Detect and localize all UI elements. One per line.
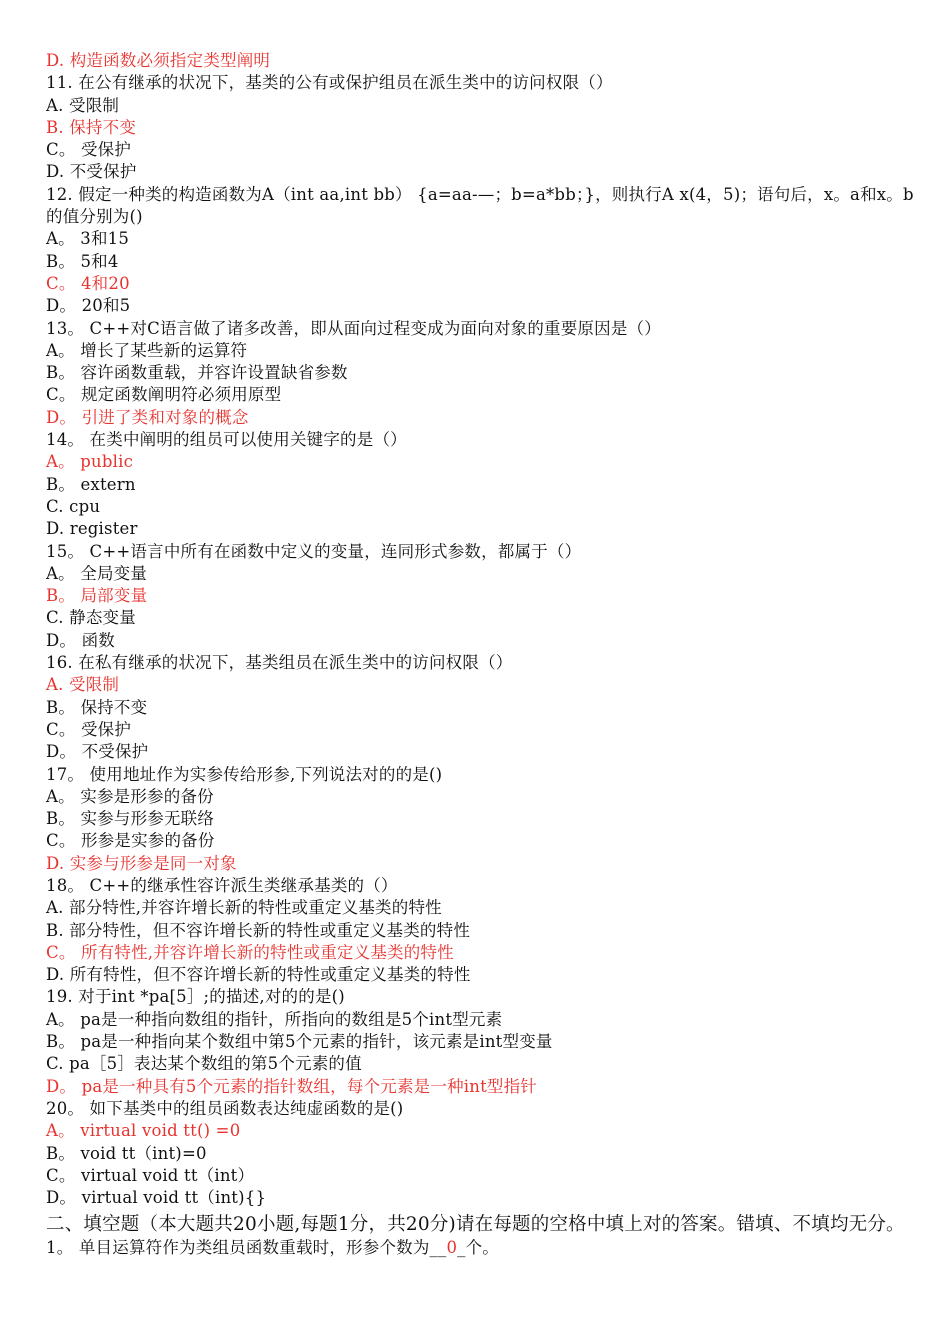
correct-option: A。 public <box>46 452 134 472</box>
question-stem: 20。 如下基类中的组员函数表达纯虚函数的是() <box>46 1098 404 1118</box>
correct-option: B. 保持不变 <box>46 117 137 137</box>
correct-option: B。 局部变量 <box>46 586 148 606</box>
option: B。 容许函数重载，并容许设置缺省参数 <box>46 363 348 383</box>
correct-option: D。 引进了类和对象的概念 <box>46 407 249 427</box>
option: A. 部分特性,并容许增长新的特性或重定义基类的特性 <box>46 898 442 918</box>
correct-option: D. 实参与形参是同一对象 <box>46 853 237 873</box>
option: A。 pa是一种指向数组的指针，所指向的数组是5个int型元素 <box>46 1009 503 1029</box>
question-stem: 14。 在类中阐明的组员可以使用关键字的是（） <box>46 430 407 450</box>
question-list <box>46 50 916 1209</box>
option: A。 3和15 <box>46 229 130 249</box>
option: A。 实参是形参的备份 <box>46 786 214 806</box>
section-heading: 二、填空题（本大题共20小题,每题1分，共20分)请在每题的空格中填上对的答案。错填、不填均无分。 <box>46 1214 905 1236</box>
fill-question-suffix: _个。 <box>457 1238 500 1258</box>
option: B。 保持不变 <box>46 697 148 717</box>
correct-option: A. 受限制 <box>46 675 120 695</box>
option: D。 不受保护 <box>46 742 149 762</box>
option: D. register <box>46 519 138 539</box>
option: C。 受保护 <box>46 719 132 739</box>
question-stem: 11. 在公有继承的状况下，基类的公有或保护组员在派生类中的访问权限（） <box>46 73 613 93</box>
option: A。 增长了某些新的运算符 <box>46 340 248 360</box>
question-stem: 13。 C++对C语言做了诸多改善，即从面向过程变成为面向对象的重要原因是（） <box>46 318 661 338</box>
option: C. cpu <box>46 496 101 516</box>
option: B。 extern <box>46 474 136 494</box>
fill-question-1 <box>46 1237 916 1259</box>
correct-option: C。 4和20 <box>46 273 130 293</box>
option: B。 5和4 <box>46 251 119 271</box>
option: D。 函数 <box>46 630 115 650</box>
option: C。 virtual void tt（int） <box>46 1165 255 1185</box>
question-stem: 12. 假定一种类的构造函数为A（int aa,int bb） {a=aa-—；b=a*bb；}，则执行A x(4，5)；语句后，x。a和x。b的值分别为() <box>46 184 914 227</box>
fill-answer: 0 <box>446 1238 458 1258</box>
option: D. 所有特性，但不容许增长新的特性或重定义基类的特性 <box>46 965 471 985</box>
option: A。 全局变量 <box>46 563 148 583</box>
option: A. 受限制 <box>46 95 120 115</box>
option: D。 20和5 <box>46 296 131 316</box>
correct-option: A。 virtual void tt() =0 <box>46 1121 241 1141</box>
question-stem: 19. 对于int *pa[5］;的描述,对的的是() <box>46 987 345 1007</box>
option: D. 不受保护 <box>46 162 137 182</box>
question-stem: 18。 C++的继承性容许派生类继承基类的（） <box>46 875 398 895</box>
question-stem: 15。 C++语言中所有在函数中定义的变量，连同形式参数，都属于（） <box>46 541 582 561</box>
option: B。 实参与形参无联络 <box>46 809 215 829</box>
option: B。 void tt（int)=0 <box>46 1143 207 1163</box>
question-stem: 17。 使用地址作为实参传给形参,下列说法对的的是() <box>46 764 443 784</box>
document-body <box>46 50 916 1260</box>
option: C. 静态变量 <box>46 608 136 628</box>
question-stem: 16. 在私有继承的状况下，基类组员在派生类中的访问权限（） <box>46 653 513 673</box>
correct-option: C。 所有特性,并容许增长新的特性或重定义基类的特性 <box>46 942 454 962</box>
option: C。 受保护 <box>46 140 132 160</box>
option: C。 规定函数阐明符必须用原型 <box>46 385 282 405</box>
correct-option: D。 pa是一种具有5个元素的指针数组，每个元素是一种int型指针 <box>46 1076 538 1096</box>
fill-question-text: 1。 单目运算符作为类组员函数重载时，形参个数为__ <box>46 1238 447 1258</box>
option: B. 部分特性，但不容许增长新的特性或重定义基类的特性 <box>46 920 471 940</box>
correct-option: D. 构造函数必须指定类型阐明 <box>46 51 271 70</box>
option: B。 pa是一种指向某个数组中第5个元素的指针，该元素是int型变量 <box>46 1032 553 1052</box>
option: C。 形参是实参的备份 <box>46 831 215 851</box>
option: C. pa［5］表达某个数组的第5个元素的值 <box>46 1054 362 1074</box>
option: D。 virtual void tt（int){} <box>46 1188 267 1208</box>
